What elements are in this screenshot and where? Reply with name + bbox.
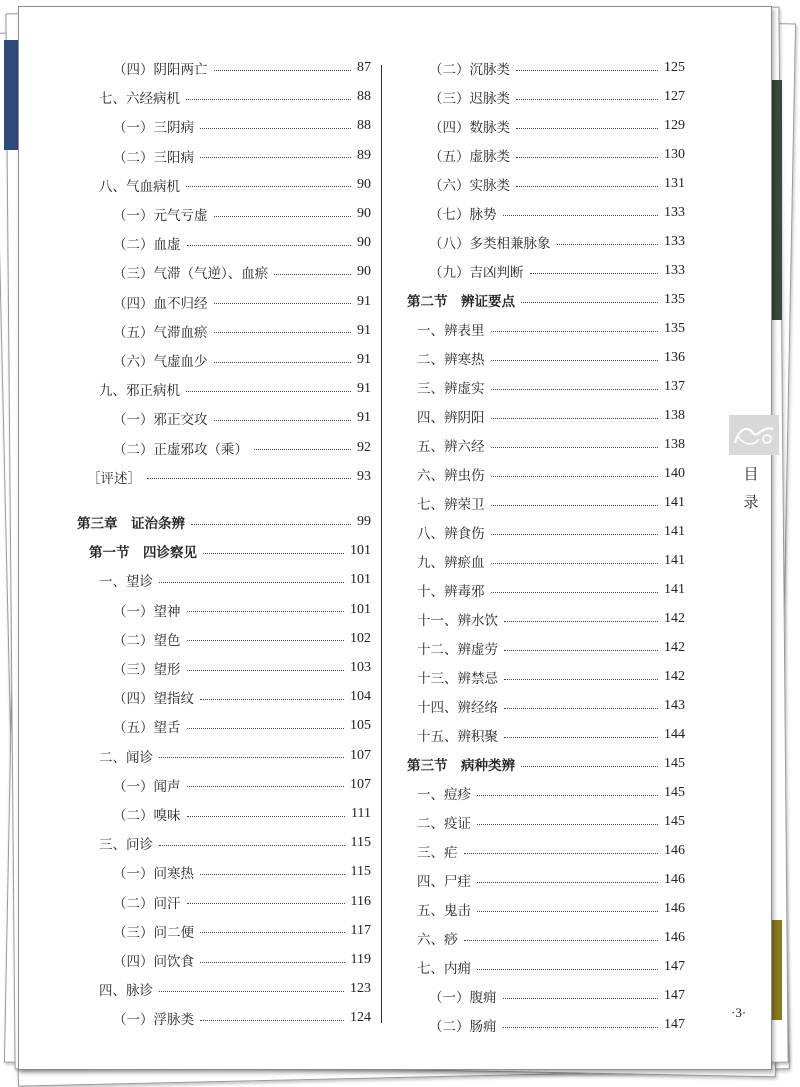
- toc-entry-page: 99: [357, 514, 371, 529]
- toc-entry[interactable]: [99, 745, 371, 767]
- toc-entry[interactable]: [407, 753, 685, 775]
- dot-leader: [516, 157, 658, 158]
- toc-entry-title: 八、辨食伤: [417, 526, 485, 542]
- dot-leader: [503, 998, 659, 999]
- toc-entry-page: 145: [664, 785, 685, 800]
- toc-entry-title: （六）气虚血少: [113, 354, 208, 370]
- toc-entry-page: 147: [664, 988, 685, 1003]
- toc-entry[interactable]: [113, 407, 371, 429]
- toc-entry-title: 五、鬼击: [417, 903, 471, 919]
- toc-entry-page: 141: [664, 582, 685, 597]
- toc-entry-page: 129: [664, 118, 685, 133]
- toc-entry-page: 101: [350, 572, 371, 588]
- toc-entry-title: 九、邪正病机: [99, 383, 180, 400]
- toc-entry[interactable]: [417, 869, 685, 891]
- toc-entry-title: （三）望形: [113, 662, 181, 678]
- toc-entry-title: 七、内痈: [417, 961, 471, 977]
- toc-entry[interactable]: [429, 144, 685, 166]
- toc-entry[interactable]: [417, 434, 685, 456]
- toc-entry[interactable]: [113, 261, 371, 283]
- toc-entry-page: 133: [664, 263, 685, 278]
- toc-entry-page: 115: [350, 835, 371, 851]
- dot-leader: [521, 302, 658, 303]
- toc-entry[interactable]: [417, 463, 685, 485]
- column-divider: [381, 65, 382, 1023]
- toc-entry[interactable]: [417, 695, 685, 717]
- dot-leader: [214, 216, 352, 217]
- toc-entry-title: 第二节 辨证要点: [407, 294, 515, 310]
- toc-entry-title: （一）望神: [113, 603, 181, 620]
- dot-leader: [503, 1027, 659, 1028]
- toc-entry[interactable]: [429, 231, 685, 253]
- toc-entry-title: 十五、辨积聚: [417, 729, 498, 745]
- toc-entry[interactable]: [113, 920, 371, 942]
- dot-leader: [187, 728, 345, 729]
- toc-entry[interactable]: [113, 599, 371, 621]
- dot-leader: [477, 911, 658, 912]
- toc-entry[interactable]: [77, 511, 371, 533]
- toc-entry-title: 四、尸疰: [417, 874, 471, 890]
- toc-entry-title: （二）沉脉类: [429, 62, 510, 78]
- toc-entry[interactable]: [429, 57, 685, 79]
- toc-entry[interactable]: [417, 347, 685, 369]
- side-label-mu: 目: [743, 465, 759, 483]
- toc-entry-page: 111: [351, 806, 371, 821]
- toc-entry-title: （三）迟脉类: [429, 91, 510, 107]
- toc-entry[interactable]: [99, 378, 371, 400]
- dot-leader: [477, 824, 658, 825]
- toc-entry-title: 三、问诊: [99, 837, 153, 854]
- toc-entry-page: 125: [664, 60, 685, 75]
- toc-entry[interactable]: [429, 173, 685, 195]
- toc-entry[interactable]: [99, 832, 371, 854]
- toc-entry-page: 91: [357, 381, 371, 397]
- toc-entry-title: 十二、辨虚劳: [417, 642, 498, 658]
- toc-entry-title: （二）三阳病: [113, 149, 194, 166]
- toc-entry[interactable]: [99, 86, 371, 108]
- toc-entry-page: 135: [664, 321, 685, 336]
- toc-entry-page: 135: [664, 292, 685, 307]
- toc-entry[interactable]: [417, 608, 685, 630]
- toc-entry[interactable]: [417, 927, 685, 949]
- toc-entry[interactable]: [417, 811, 685, 833]
- toc-entry[interactable]: [417, 318, 685, 340]
- toc-entry-title: （一）邪正交攻: [113, 412, 208, 429]
- toc-entry[interactable]: [89, 540, 371, 562]
- toc-entry[interactable]: [417, 521, 685, 543]
- toc-entry-title: 六、辨虫伤: [417, 468, 485, 484]
- toc-entry-title: 七、辨荣卫: [417, 497, 485, 513]
- toc-entry[interactable]: [417, 579, 685, 601]
- toc-entry-page: 119: [350, 952, 371, 967]
- dot-leader: [516, 128, 658, 129]
- toc-entry-title: 二、辨寒热: [417, 352, 485, 368]
- toc-entry[interactable]: [113, 115, 371, 137]
- dot-leader: [214, 362, 352, 363]
- toc-entry[interactable]: [113, 320, 371, 342]
- dot-leader: [491, 331, 659, 332]
- toc-entry[interactable]: [417, 550, 685, 572]
- toc-entry[interactable]: [417, 405, 685, 427]
- dot-leader: [187, 640, 345, 641]
- toc-entry-page: 140: [664, 466, 685, 481]
- toc-entry-page: 90: [357, 176, 371, 192]
- toc-entry[interactable]: [417, 898, 685, 920]
- toc-entry-title: 十、辨毒邪: [417, 584, 485, 600]
- toc-entry-title: （四）问饮食: [113, 954, 194, 970]
- toc-entry-page: 89: [357, 147, 371, 163]
- dot-leader: [187, 903, 345, 904]
- toc-entry[interactable]: [113, 437, 371, 459]
- toc-entry[interactable]: [113, 686, 371, 708]
- toc-entry-title: 三、辨虚实: [417, 381, 485, 397]
- toc-entry[interactable]: [113, 232, 371, 254]
- toc-entry-title: （二）嗅味: [113, 808, 181, 824]
- dot-leader: [159, 845, 345, 846]
- dot-leader: [491, 389, 659, 390]
- toc-entry-title: （二）血虚: [113, 237, 181, 254]
- toc-entry[interactable]: [113, 349, 371, 371]
- toc-entry-page: 146: [664, 930, 685, 945]
- toc-entry-page: 147: [664, 1017, 685, 1032]
- toc-entry-page: 133: [664, 234, 685, 249]
- toc-entry-page: 142: [664, 611, 685, 626]
- dot-leader: [159, 757, 344, 758]
- toc-entry-title: 一、痘疹: [417, 787, 471, 803]
- toc-entry-title: 四、辨阴阳: [417, 410, 485, 426]
- toc-entry-page: 90: [357, 206, 371, 221]
- dot-leader: [504, 650, 658, 651]
- toc-entry-title: （四）血不归经: [113, 295, 208, 312]
- toc-entry-page: 88: [357, 118, 371, 134]
- dot-leader: [477, 795, 658, 796]
- toc-entry-title: 八、气血病机: [99, 178, 180, 195]
- toc-entry-title: （五）虚脉类: [429, 149, 510, 165]
- dot-leader: [491, 592, 659, 593]
- toc-entry-title: （二）望色: [113, 632, 181, 649]
- toc-entry-title: （四）阴阳两亡: [113, 62, 208, 78]
- toc-entry[interactable]: [417, 492, 685, 514]
- toc-entry-page: 101: [350, 543, 371, 559]
- toc-entry-title: （一）元气亏虚: [113, 208, 208, 224]
- toc-entry-title: 第一节 四诊察见: [89, 545, 197, 562]
- dot-leader: [200, 128, 351, 129]
- toc-entry-title: （一）三阴病: [113, 120, 194, 137]
- dot-leader: [159, 582, 344, 583]
- toc-entry-title: 五、辨六经: [417, 439, 485, 455]
- toc-entry-title: （四）望指纹: [113, 691, 194, 708]
- dot-leader: [200, 874, 345, 875]
- toc-entry[interactable]: [417, 376, 685, 398]
- toc-entry-title: 二、疫证: [417, 816, 471, 832]
- toc-entry-page: 137: [664, 379, 685, 394]
- dot-leader: [491, 505, 659, 506]
- toc-entry-page: 123: [350, 981, 371, 997]
- toc-entry[interactable]: [429, 260, 685, 282]
- toc-entry[interactable]: [113, 203, 371, 225]
- dot-leader: [186, 391, 351, 392]
- toc-entry-title: 七、六经病机: [99, 91, 180, 108]
- toc-entry-title: （九）吉凶判断: [429, 265, 524, 281]
- toc-entry-page: 87: [357, 60, 371, 75]
- dot-leader: [187, 245, 352, 246]
- toc-entry-title: 十一、辨水饮: [417, 613, 498, 629]
- toc-entry-page: 142: [664, 669, 685, 684]
- dot-leader: [147, 478, 351, 479]
- toc-entry-page: 145: [664, 814, 685, 829]
- dot-leader: [557, 244, 659, 245]
- decorative-logo-icon: [729, 415, 779, 455]
- toc-entry-title: 二、闻诊: [99, 749, 153, 766]
- toc-entry-page: 117: [350, 922, 371, 938]
- dot-leader: [516, 99, 658, 100]
- dot-leader: [200, 962, 345, 963]
- toc-entry-page: 144: [664, 727, 685, 742]
- toc-entry[interactable]: [417, 840, 685, 862]
- toc-entry-title: 六、痧: [417, 932, 458, 948]
- toc-entry[interactable]: [87, 466, 371, 488]
- toc-entry-title: （四）数脉类: [429, 120, 510, 136]
- dot-leader: [491, 418, 659, 419]
- toc-entry-page: 142: [664, 640, 685, 655]
- dot-leader: [491, 563, 659, 564]
- dot-leader: [186, 186, 351, 187]
- toc-entry[interactable]: [113, 715, 371, 737]
- dot-leader: [187, 786, 345, 787]
- toc-entry-page: 131: [664, 176, 685, 191]
- toc-entry[interactable]: [417, 666, 685, 688]
- dot-leader: [274, 274, 351, 275]
- toc-entry-page: 101: [350, 601, 371, 617]
- page-number: ·3·: [731, 1005, 747, 1020]
- dot-leader: [504, 621, 658, 622]
- toc-entry-page: 141: [664, 524, 685, 539]
- toc-entry-page: 138: [664, 408, 685, 423]
- dot-leader: [186, 99, 351, 100]
- toc-entry[interactable]: [407, 289, 685, 311]
- toc-entry[interactable]: [429, 985, 685, 1007]
- toc-entry[interactable]: [99, 174, 371, 196]
- toc-entry-page: 130: [664, 147, 685, 162]
- toc-entry[interactable]: [99, 978, 371, 1000]
- toc-entry-title: 十四、辨经络: [417, 700, 498, 716]
- dot-leader: [214, 420, 352, 421]
- dot-leader: [214, 70, 352, 71]
- dot-leader: [187, 670, 345, 671]
- dot-leader: [477, 969, 658, 970]
- toc-page: [18, 6, 772, 1070]
- toc-entry[interactable]: [113, 657, 371, 679]
- dot-leader: [477, 882, 658, 883]
- toc-entry[interactable]: [429, 86, 685, 108]
- toc-entry-title: ［评述］: [87, 470, 141, 487]
- toc-entry[interactable]: [417, 724, 685, 746]
- dot-leader: [491, 360, 659, 361]
- toc-entry-title: 第三章 证治条辨: [77, 516, 185, 532]
- toc-entry-page: 107: [350, 747, 371, 763]
- toc-entry[interactable]: [113, 1007, 371, 1029]
- toc-entry-page: 91: [357, 410, 371, 426]
- toc-entry-title: （一）腹痈: [429, 990, 497, 1006]
- toc-entry-page: 146: [664, 843, 685, 858]
- dot-leader: [464, 940, 659, 941]
- toc-entry-page: 91: [357, 352, 371, 367]
- toc-entry-page: 133: [664, 205, 685, 220]
- toc-entry-title: （一）问寒热: [113, 866, 194, 883]
- toc-entry-page: 104: [350, 689, 371, 705]
- toc-entry-page: 146: [664, 872, 685, 887]
- toc-entry-page: 141: [664, 553, 685, 568]
- dot-leader: [159, 991, 344, 992]
- toc-entry[interactable]: [113, 949, 371, 971]
- toc-entry-title: （三）气滞（气逆）、血瘀: [113, 266, 269, 283]
- dot-leader: [504, 737, 658, 738]
- toc-entry-page: 107: [350, 776, 371, 792]
- toc-entry[interactable]: [113, 57, 371, 79]
- dot-leader: [530, 273, 659, 274]
- toc-entry-title: （三）问二便: [113, 924, 194, 941]
- dot-leader: [503, 215, 659, 216]
- toc-entry-page: 115: [350, 864, 371, 880]
- toc-entry-page: 93: [357, 468, 371, 484]
- dot-leader: [516, 70, 658, 71]
- toc-entry-title: （二）肠痈: [429, 1019, 497, 1035]
- dot-leader: [491, 534, 659, 535]
- toc-entry-title: （五）望舌: [113, 720, 181, 737]
- toc-entry-page: 138: [664, 437, 685, 452]
- toc-entry[interactable]: [113, 291, 371, 313]
- dot-leader: [254, 449, 351, 450]
- dot-leader: [504, 708, 658, 709]
- toc-entry[interactable]: [113, 145, 371, 167]
- toc-entry-page: 103: [350, 660, 371, 675]
- toc-entry-title: 九、辨瘀血: [417, 555, 485, 571]
- toc-entry-page: 90: [357, 264, 371, 280]
- toc-entry-title: （一）闻声: [113, 778, 181, 795]
- side-label-lu: 录: [743, 493, 759, 511]
- toc-entry-title: （二）问汗: [113, 895, 181, 912]
- dot-leader: [187, 611, 345, 612]
- toc-entry-title: 第三节 病种类辨: [407, 758, 515, 774]
- toc-entry-title: （七）脉势: [429, 207, 497, 223]
- toc-entry[interactable]: [113, 891, 371, 913]
- toc-entry-title: （二）正虚邪攻（乘）: [113, 441, 248, 458]
- dot-leader: [191, 524, 351, 525]
- dot-leader: [200, 932, 345, 933]
- toc-entry[interactable]: [429, 115, 685, 137]
- toc-entry[interactable]: [113, 628, 371, 650]
- toc-entry-title: 十三、辨禁忌: [417, 671, 498, 687]
- toc-entry[interactable]: [429, 1014, 685, 1036]
- dot-leader: [200, 699, 344, 700]
- toc-entry-page: 145: [664, 756, 685, 771]
- toc-entry[interactable]: [113, 803, 371, 825]
- dot-leader: [214, 332, 352, 333]
- dot-leader: [203, 553, 344, 554]
- toc-entry-page: 127: [664, 89, 685, 104]
- toc-entry[interactable]: [417, 782, 685, 804]
- dot-leader: [491, 476, 659, 477]
- toc-entry-title: 一、望诊: [99, 574, 153, 591]
- dot-leader: [516, 186, 658, 187]
- dot-leader: [200, 1020, 344, 1021]
- toc-entry[interactable]: [99, 569, 371, 591]
- toc-entry-title: （一）浮脉类: [113, 1012, 194, 1029]
- toc-entry-title: 三、疟: [417, 845, 458, 861]
- dot-leader: [187, 816, 346, 817]
- toc-entry-page: 146: [664, 901, 685, 916]
- toc-entry-page: 92: [357, 439, 371, 455]
- toc-entry[interactable]: [113, 861, 371, 883]
- toc-entry[interactable]: [429, 202, 685, 224]
- toc-entry[interactable]: [417, 956, 685, 978]
- dot-leader: [521, 766, 658, 767]
- toc-entry-page: 91: [357, 322, 371, 338]
- dot-leader: [464, 853, 659, 854]
- toc-entry-title: 四、脉诊: [99, 983, 153, 1000]
- toc-entry-title: （六）实脉类: [429, 178, 510, 194]
- dot-leader: [504, 679, 658, 680]
- toc-entry-page: 90: [357, 235, 371, 251]
- toc-entry-title: （八）多类相兼脉象: [429, 236, 551, 252]
- toc-entry-page: 91: [357, 293, 371, 309]
- toc-entry-page: 88: [357, 89, 371, 105]
- toc-entry-page: 102: [350, 630, 371, 646]
- toc-entry[interactable]: [417, 637, 685, 659]
- toc-entry-page: 147: [664, 959, 685, 974]
- toc-entry-page: 124: [350, 1010, 371, 1026]
- dot-leader: [200, 157, 351, 158]
- toc-entry-title: 一、辨表里: [417, 323, 485, 339]
- toc-entry-page: 143: [664, 698, 685, 713]
- toc-entry-title: （五）气滞血瘀: [113, 324, 208, 341]
- toc-entry-page: 141: [664, 495, 685, 510]
- toc-entry-page: 136: [664, 350, 685, 365]
- toc-entry-page: 116: [350, 893, 371, 909]
- toc-entry-page: 105: [350, 718, 371, 734]
- dot-leader: [491, 447, 659, 448]
- toc-entry[interactable]: [113, 774, 371, 796]
- dot-leader: [214, 303, 352, 304]
